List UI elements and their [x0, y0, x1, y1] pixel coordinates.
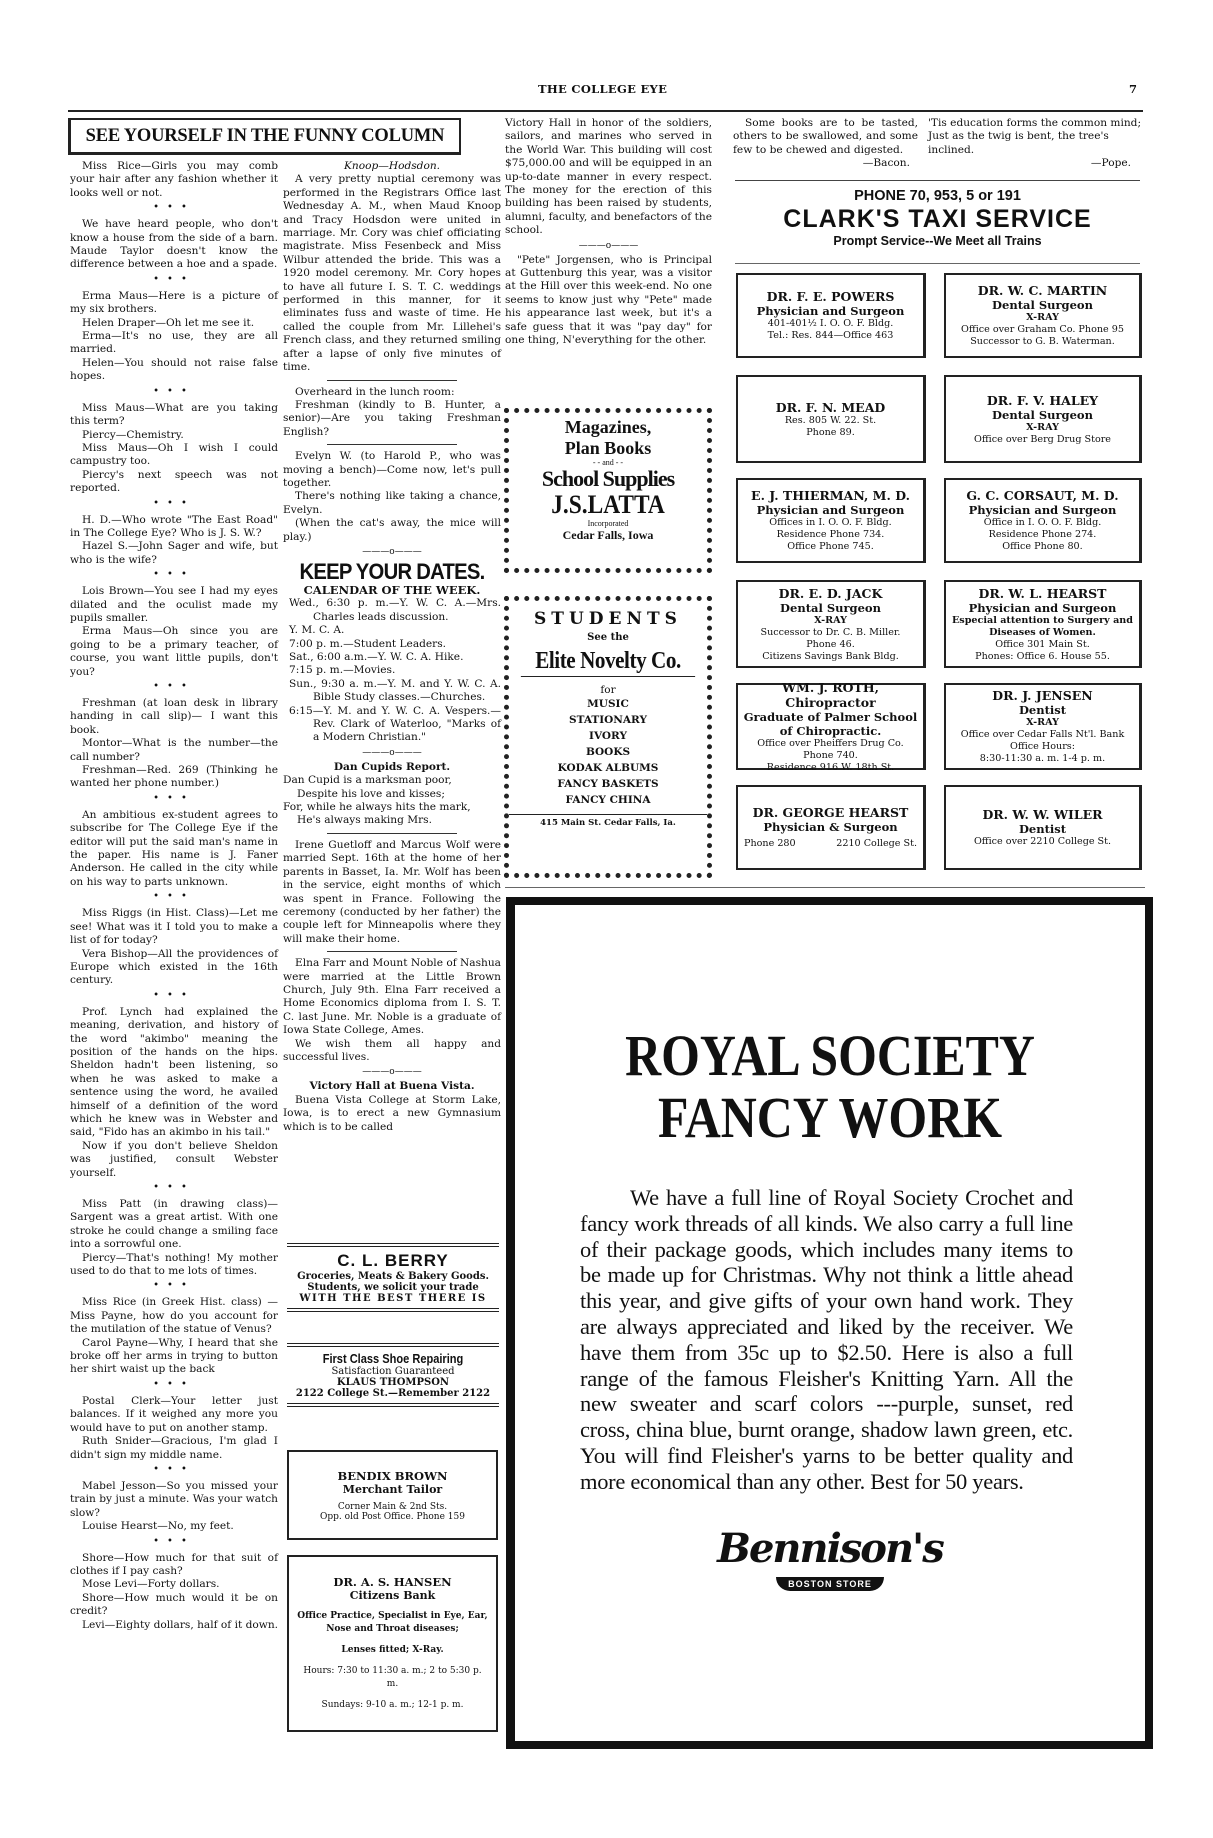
card-specialty: Dental Surgeon — [992, 298, 1093, 312]
bennison-ribbon: BOSTON STORE — [776, 1577, 884, 1591]
taxi-tagline: Prompt Service--We Meet all Trains — [833, 234, 1042, 248]
wedding1-text: A very pretty nuptial ceremony was performed in the Registrars Office last Wednesday A. M., when Maud Knoop and Tracy Hodsdon were united in marriage. Mr. Cory was chief officiating magistrate. Miss Fesenbeck and Miss Wilbur attended the bride. This was a 1920 model ceremony. Mr. Cory hopes to have all future I. S. T. C. weddings performed in this manner, for it eliminates fuss and waste of time. He called the couple from Mr. Lillehei's French class, and they returned smiling after a lapse of only five minutes of time. — [283, 173, 501, 374]
latta-line1: Magazines, — [564, 417, 652, 437]
card-line: Office Hours: — [1010, 741, 1075, 752]
card-note: X-RAY — [814, 614, 847, 626]
cards-bottom-rule — [505, 887, 1145, 888]
card-line: 401-401½ I. O. O. F. Bldg. — [767, 318, 894, 329]
quote-pope — [928, 117, 1143, 171]
separator — [327, 833, 458, 834]
business-card — [944, 683, 1142, 770]
separator-o: ———o——— — [578, 240, 639, 251]
page-number: 7 — [1128, 82, 1137, 96]
funny-column-col1 — [70, 160, 278, 1632]
item-separator-dots: ••• — [153, 989, 195, 1001]
card-line: Office over Pheiffers Drug Co. — [757, 737, 904, 749]
berry-name: C. L. BERRY — [337, 1251, 449, 1270]
shoe-line1: Satisfaction Guaranteed — [331, 1366, 455, 1377]
funny-item-line: Montor—What is the number—the call number? — [70, 737, 278, 763]
item-separator-dots: ••• — [153, 1378, 195, 1390]
separator-o: ———o——— — [362, 1067, 422, 1078]
business-card — [944, 580, 1142, 668]
royal-headline-2: FANCY WORK — [657, 1085, 1003, 1150]
item-separator-dots: ••• — [153, 1535, 195, 1547]
business-card — [944, 273, 1142, 358]
bendix-trade: Merchant Tailor — [342, 1482, 443, 1496]
hansen-name: DR. A. S. HANSEN — [333, 1574, 452, 1589]
business-card — [944, 478, 1142, 563]
calendar-entry: Sun., 9:30 a. m.—Y. M. and Y. W. C. A. Bible Study classes.—Churches. — [289, 677, 501, 704]
elite-item: FANCY BASKETS — [557, 778, 659, 790]
card-name: DR. W. L. HEARST — [978, 585, 1107, 601]
item-separator-dots: ••• — [153, 273, 195, 285]
card-specialty: Graduate of Palmer School of Chiropractic. — [743, 709, 918, 738]
bennison-name: Bennison's — [717, 1524, 943, 1572]
cupid-poem — [283, 774, 501, 828]
item-separator-dots: ••• — [153, 1280, 195, 1292]
funny-item-line: Miss Maus—What are you taking this term? — [70, 401, 278, 428]
evelyn-line3: (When the cat's away, the mice will play.) — [283, 517, 501, 543]
elite-item: STATIONARY — [569, 714, 647, 726]
card-line: Residence Phone 734. — [776, 529, 885, 540]
funny-item-line: Vera Bishop—All the providences of Europe which existed in the 16th century. — [70, 947, 278, 987]
card-line: Successor to G. B. Waterman. — [970, 336, 1115, 347]
shoe-name: KLAUS THOMPSON — [336, 1377, 450, 1388]
elite-name: Elite Novelty Co. — [521, 646, 695, 677]
calendar-subheading: CALENDAR OF THE WEEK. — [303, 582, 481, 597]
newspaper-title: THE COLLEGE EYE — [538, 82, 668, 96]
card-contact-row — [738, 834, 923, 850]
taxi-rule — [735, 263, 1140, 264]
quotes-rule — [735, 180, 1140, 181]
elite-for: for — [600, 684, 616, 696]
funny-item-line: Miss Maus—Oh I wish I could campustry too. — [70, 441, 278, 468]
business-card — [736, 273, 926, 358]
elite-item: FANCY CHINA — [565, 794, 651, 806]
business-card — [736, 580, 926, 668]
wedding1-heading: Knoop—Hodsdon. — [343, 160, 441, 172]
funny-item-line: Ruth Snider—Gracious, I'm glad I didn't sign my middle name. — [70, 1435, 278, 1461]
item-separator-dots: ••• — [153, 1463, 195, 1475]
card-specialty: Physician and Surgeon — [756, 304, 905, 318]
card-name: G. C. CORSAUT, M. D. — [966, 488, 1119, 503]
card-line: Residence 916 W. 18th St. — [766, 761, 895, 773]
shoe-title: First Class Shoe Repairing — [322, 1351, 464, 1366]
funny-item-line: Miss Rice (in Greek Hist. class) —Miss Payne, how do you account for the mutilation of the statue of Venus? — [70, 1296, 278, 1336]
masthead — [68, 78, 1143, 98]
shoe-repair-ad — [287, 1343, 499, 1407]
hansen-ad — [287, 1555, 498, 1732]
separator — [327, 380, 458, 381]
item-separator-dots: ••• — [153, 891, 195, 903]
hansen-practice: Office Practice, Specialist in Eye, Ear, Nose and Throat diseases; — [297, 1610, 488, 1634]
bendix-line2: Opp. old Post Office. Phone 159 — [320, 1511, 465, 1522]
elite-items-list — [509, 696, 707, 808]
business-card — [944, 375, 1142, 463]
separator — [327, 444, 458, 445]
card-line: Office over 2210 College St. — [973, 836, 1112, 847]
business-card — [736, 478, 926, 563]
column-2 — [283, 160, 501, 1134]
funny-item-line: Erma Maus—Here is a picture of my six brothers. — [70, 289, 278, 316]
pete-item: "Pete" Jorgensen, who is Principal at Guttenburg this year, was a visitor at the Hill over this week-end. No one seems to know just why "Pete" made his appearance last week, but it's a safe guess that it was "pay day" for one thing, N'everything for the other. — [505, 253, 712, 347]
calendar-entry: 6:15—Y. M. and Y. W. C. A. Vespers.—Rev. Clark of Waterloo, "Marks of a Modern Christian." — [289, 704, 501, 744]
funny-item-line: Now if you don't believe Sheldon was justified, consult Webster yourself. — [70, 1139, 278, 1179]
separator-o: ———o——— — [362, 747, 422, 758]
evelyn-line1: Evelyn W. (to Harold P., who was moving a bench)—Come now, let's pull together. — [283, 450, 501, 489]
item-separator-dots: ••• — [153, 569, 195, 581]
bendix-brown-ad — [287, 1450, 498, 1540]
card-line: 2210 College St. — [836, 838, 917, 849]
poem-line: He's always making Mrs. — [297, 814, 432, 827]
funny-item-line: An ambitious ex-student agrees to subscribe for The College Eye if the editor will put the said man's name in the paper. His name is J. Faner Anderson. He called in the city while on his way to parts unknown. — [70, 808, 278, 888]
funny-item-line: Piercy—Chemistry. — [82, 428, 184, 441]
latta-city: Cedar Falls, Iowa — [562, 528, 654, 542]
wedding3-wish: We wish them all happy and successful lives. — [283, 1037, 501, 1063]
funny-item-line: H. D.—Who wrote "The East Road" in The College Eye? Who is J. S. W.? — [70, 513, 278, 539]
cupid-heading: Dan Cupids Report. — [333, 760, 451, 773]
card-name: DR. W. W. WILER — [982, 807, 1103, 822]
royal-body: We have a full line of Royal Society Crochet and fancy work threads of all kinds. We also carry a full line of their package goods, which includes many items to be made up for Christmas. Why not think a little ahead this year, and give gifts of your own hand work. They are always appreciated and liked by the receiver. We have them from 35c up to $2.50. Here is also a full range of the famous Fleisher's Knitting Yarn. All the new sweater and scarf colors ---purple, sunset, red cross, china blue, burnt orange, shadow lawn green, etc. You will find Fleisher's yarns to be better quality and more economical than any other. Best for 50 years. — [580, 1185, 1073, 1494]
card-line: Office 301 Main St. — [995, 638, 1090, 650]
calendar-entry: Wed., 6:30 p. m.—Y. W. C. A.—Mrs. Charles leads discussion. — [289, 597, 501, 623]
business-card — [944, 785, 1142, 870]
card-name: DR. F. V. HALEY — [986, 392, 1099, 408]
card-note: X-RAY — [1026, 421, 1059, 433]
funny-item-line: Shore—How much for that suit of clothes if I pay cash? — [70, 1551, 278, 1577]
funny-item-line: Freshman—Red. 269 (Thinking he wanted her phone number.) — [70, 764, 278, 790]
calendar-entry: 7:00 p. m.—Student Leaders. — [289, 637, 447, 650]
separator-o: ———o——— — [362, 546, 422, 557]
card-line: Phones: Office 6. House 55. — [975, 650, 1110, 662]
card-name: E. J. THIERMAN, M. D. — [751, 488, 910, 503]
taxi-name: CLARK'S TAXI SERVICE — [783, 205, 1092, 233]
card-line: Phone 46. — [806, 638, 855, 650]
keep-dates-heading: KEEP YOUR DATES. — [299, 558, 485, 584]
hansen-hours: Hours: 7:30 to 11:30 a. m.; 2 to 5:30 p. m. — [303, 1665, 482, 1689]
elite-item: IVORY — [589, 730, 627, 742]
card-specialty: Physician and Surgeon — [968, 503, 1117, 517]
card-line: Successor to Dr. C. B. Miller. — [760, 626, 901, 638]
card-line: Office over Cedar Falls Nt'l. Bank — [960, 729, 1125, 740]
royal-society-ad — [506, 897, 1153, 1749]
funny-item-line: Lois Brown—You see I had my eyes dilated and the oculist made my pupils smaller. — [70, 585, 278, 624]
bennison-logo — [515, 1525, 1145, 1591]
card-line: Office in I. O. O. F. Bldg. — [983, 517, 1102, 528]
funny-item-line: Piercy's next speech was not reported. — [70, 468, 278, 495]
bendix-line1: Corner Main & 2nd Sts. — [337, 1501, 448, 1512]
item-separator-dots: ••• — [153, 202, 195, 214]
item-separator-dots: ••• — [153, 792, 195, 804]
funny-item-line: Carol Payne—Why, I heard that she broke off her arms in trying to button her shirt waist up the back — [70, 1336, 278, 1376]
card-specialty: Dentist — [1018, 703, 1067, 717]
card-line: Citizens Savings Bank Bldg. — [762, 650, 899, 662]
quote-pope-author: —Pope. — [1090, 157, 1131, 170]
funny-item-line: Helen Draper—Oh let me see it. — [82, 316, 255, 329]
card-line: Office Phone 80. — [1002, 541, 1083, 552]
card-line: Residence Phone 274. — [988, 529, 1097, 540]
funny-item-line: Mose Levi—Forty dollars. — [82, 1578, 220, 1591]
card-line: 8:30-11:30 a. m. 1-4 p. m. — [979, 753, 1106, 764]
victory-text: Buena Vista College at Storm Lake, Iowa, is to erect a new Gymnasium which is to be called — [283, 1093, 501, 1133]
card-line: Phone 280 — [744, 838, 796, 849]
berry-line1: Groceries, Meats & Bakery Goods. — [297, 1271, 489, 1282]
funny-item-line: Piercy—That's nothing! My mother used to do that to me lots of times. — [70, 1251, 278, 1278]
elite-address: 415 Main St. Cedar Falls, Ia. — [509, 814, 707, 828]
funny-item-line: Postal Clerk—Your letter just balances. If it weighed any more you would have to put on another stamp. — [70, 1394, 278, 1434]
victory-heading: Victory Hall at Buena Vista. — [309, 1080, 475, 1093]
card-specialty: Physician & Surgeon — [763, 820, 898, 834]
elite-item: KODAK ALBUMS — [557, 762, 659, 774]
latta-and: - - and - - — [592, 458, 624, 467]
funny-item-line: Miss Patt (in drawing class)—Sargent was a great artist. With one stroke he could change a smiling face into a sorrowful one. — [70, 1198, 278, 1251]
card-specialty: Physician and Surgeon — [968, 600, 1117, 615]
poem-line: Dan Cupid is a marksman poor, — [283, 774, 452, 787]
card-name: DR. W. C. MARTIN — [977, 283, 1108, 298]
overheard-line2: Freshman (kindly to B. Hunter, a senior)—Are you taking Freshman English? — [283, 398, 501, 438]
card-name: DR. F. N. MEAD — [775, 399, 886, 415]
card-note: Especial attention to Surgery and Diseases of Women. — [952, 614, 1133, 638]
berry-line2: Students, we solicit your trade — [307, 1282, 479, 1293]
business-card — [736, 375, 926, 463]
hansen-place: Citizens Bank — [349, 1588, 436, 1602]
quote-bacon-text: Some books are to be tasted, others to be swallowed, and some few to be chewed and digested. — [733, 117, 918, 156]
funny-item-line: Erma Maus—Oh since you are going to be a primary teacher, of course, you want little pupils, don't you? — [70, 625, 278, 678]
funny-item-line: Mabel Jesson—So you missed your train by just a minute. Was your watch slow? — [70, 1479, 278, 1519]
elite-see: See the — [587, 632, 629, 643]
item-separator-dots: ••• — [153, 681, 195, 692]
funny-item-line: Hazel S.—John Sager and wife, but who is the wife? — [70, 540, 278, 566]
calendar-entry: 7:15 p. m.—Movies. — [289, 664, 396, 677]
business-card — [736, 785, 926, 870]
poem-line: For, while he always hits the mark, — [283, 801, 471, 814]
column-3 — [505, 117, 712, 348]
card-line: Office over Berg Drug Store — [974, 433, 1111, 445]
latta-inc: Incorporated — [587, 519, 629, 528]
card-line: Offices in I. O. O. F. Bldg. — [769, 517, 892, 528]
bendix-name: BENDIX BROWN — [337, 1468, 448, 1483]
funny-item-line: Miss Riggs (in Hist. Class)—Let me see! What was it I told you to make a list of for today? — [70, 907, 278, 947]
card-line: Office over Graham Co. Phone 95 — [961, 324, 1124, 335]
card-name: DR. GEORGE HEARST — [752, 805, 909, 820]
card-specialty: Dental Surgeon — [992, 407, 1093, 422]
card-line: Phone 89. — [806, 426, 855, 438]
funny-item-line: Prof. Lynch had explained the meaning, derivation, and history of the word "akimbo" meaning the position of the hands on the hips. Sheldon hadn't been listening, so when he was asked to make a sentence using the word, he availed himself of a definition of the word which he knew was in Webster and said, "Fido has an akimbo in his tail." — [70, 1005, 278, 1139]
hansen-sundays: Sundays: 9-10 a. m.; 12-1 p. m. — [321, 1699, 464, 1710]
card-name: WM. J. ROTH, Chiropractor — [782, 679, 879, 710]
taxi-ad — [735, 187, 1140, 249]
berry-line3: WITH THE BEST THERE IS — [299, 1293, 487, 1304]
elite-students: STUDENTS — [534, 609, 682, 629]
royal-headline-1: ROYAL SOCIETY — [625, 1023, 1035, 1088]
card-note: X-RAY — [1026, 312, 1059, 323]
latta-name: J.S.LATTA — [551, 490, 665, 519]
card-name: DR. J. JENSEN — [992, 688, 1093, 703]
separator — [327, 951, 458, 952]
taxi-phone: PHONE 70, 953, 5 or 191 — [854, 188, 1021, 204]
funny-column-heading: SEE YOURSELF IN THE FUNNY COLUMN — [68, 118, 461, 155]
business-card — [736, 679, 926, 773]
card-line: Phone 740. — [803, 749, 858, 761]
berry-ad — [287, 1243, 499, 1312]
card-name: DR. F. E. POWERS — [766, 289, 895, 304]
latta-ad — [504, 408, 712, 573]
calendar-entry: Y. M. C. A. — [289, 624, 345, 637]
funny-item-line: Louise Hearst—No, my feet. — [82, 1520, 234, 1533]
item-separator-dots: ••• — [153, 385, 195, 397]
card-line: Res. 805 W. 22. St. — [784, 414, 877, 426]
elite-item: MUSIC — [587, 698, 629, 710]
funny-item-line: Miss Rice—Girls you may comb your hair after any fashion whether it looks well or not. — [70, 160, 278, 199]
masthead-rule — [68, 110, 1143, 112]
item-separator-dots: ••• — [153, 497, 195, 509]
calendar-list — [283, 597, 501, 744]
calendar-entry: Sat., 6:00 a.m.—Y. W. C. A. Hike. — [289, 651, 464, 663]
latta-line2: Plan Books — [564, 438, 652, 458]
funny-item-line: Levi—Eighty dollars, half of it down. — [82, 1618, 279, 1631]
overheard-line1: Overheard in the lunch room: — [295, 385, 455, 398]
wedding3-text: Elna Farr and Mount Noble of Nashua were married at the Little Brown Church, July 9th. Elna Farr received a Home Economics diploma from I. S. T. C. last June. Mr. Noble is a graduate of Iowa State College, Ames. — [283, 957, 501, 1037]
card-line: Office Phone 745. — [787, 541, 874, 552]
card-specialty: Physician and Surgeon — [756, 503, 905, 517]
funny-item-line: Erma—It's no use, they are all married. — [70, 330, 278, 356]
card-specialty: Dentist — [1018, 822, 1067, 836]
funny-item-line: Freshman (at loan desk in library handing in call slip)— I want this book. — [70, 697, 278, 736]
poem-line: Despite his love and kisses; — [297, 787, 445, 800]
quote-pope-text: 'Tis education forms the common mind; Just as the twig is bent, the tree's inclined. — [928, 117, 1142, 156]
quote-bacon-author: —Bacon. — [862, 157, 910, 170]
evelyn-line2: There's nothing like taking a chance, Evelyn. — [283, 490, 501, 516]
elite-item: BOOKS — [585, 746, 631, 758]
latta-line3: School Supplies — [541, 466, 675, 491]
funny-item-line: Helen—You should not raise false hopes. — [70, 356, 278, 383]
quote-bacon — [733, 117, 918, 171]
funny-item-line: Shore—How much would it be on credit? — [70, 1591, 278, 1618]
elite-novelty-ad — [504, 596, 712, 878]
card-note: X-RAY — [1026, 717, 1059, 728]
wedding2-text: Irene Guetloff and Marcus Wolf were married Sept. 16th at the home of her parents in Basset, Ia. Mr. Wolf has been in the service, eight months of which was spent in France. Following the ceremony (conducted by her father) the couple left for Minneapolis where they will make their home. — [283, 838, 501, 945]
card-line: Tel.: Res. 844—Office 463 — [767, 330, 894, 341]
hansen-lenses: Lenses fitted; X-Ray. — [341, 1644, 444, 1655]
victory-continued: Victory Hall in honor of the soldiers, sailors, and marines who served in the World War. This building will cost $75,000.00 and will be equipped in an up-to-date manner in every respect. The money for the erection of this building has been raised by students, alumni, faculty, and benefactors of the school. — [505, 117, 712, 237]
item-separator-dots: ••• — [153, 1182, 195, 1193]
funny-item-line: We have heard people, who don't know a house from the side of a barn. Maude Taylor doesn't know the difference between a hoe and a spade. — [70, 218, 278, 271]
card-specialty: Dental Surgeon — [780, 600, 881, 615]
card-name: DR. E. D. JACK — [778, 585, 883, 601]
shoe-address: 2122 College St.—Remember 2122 — [295, 1388, 491, 1399]
